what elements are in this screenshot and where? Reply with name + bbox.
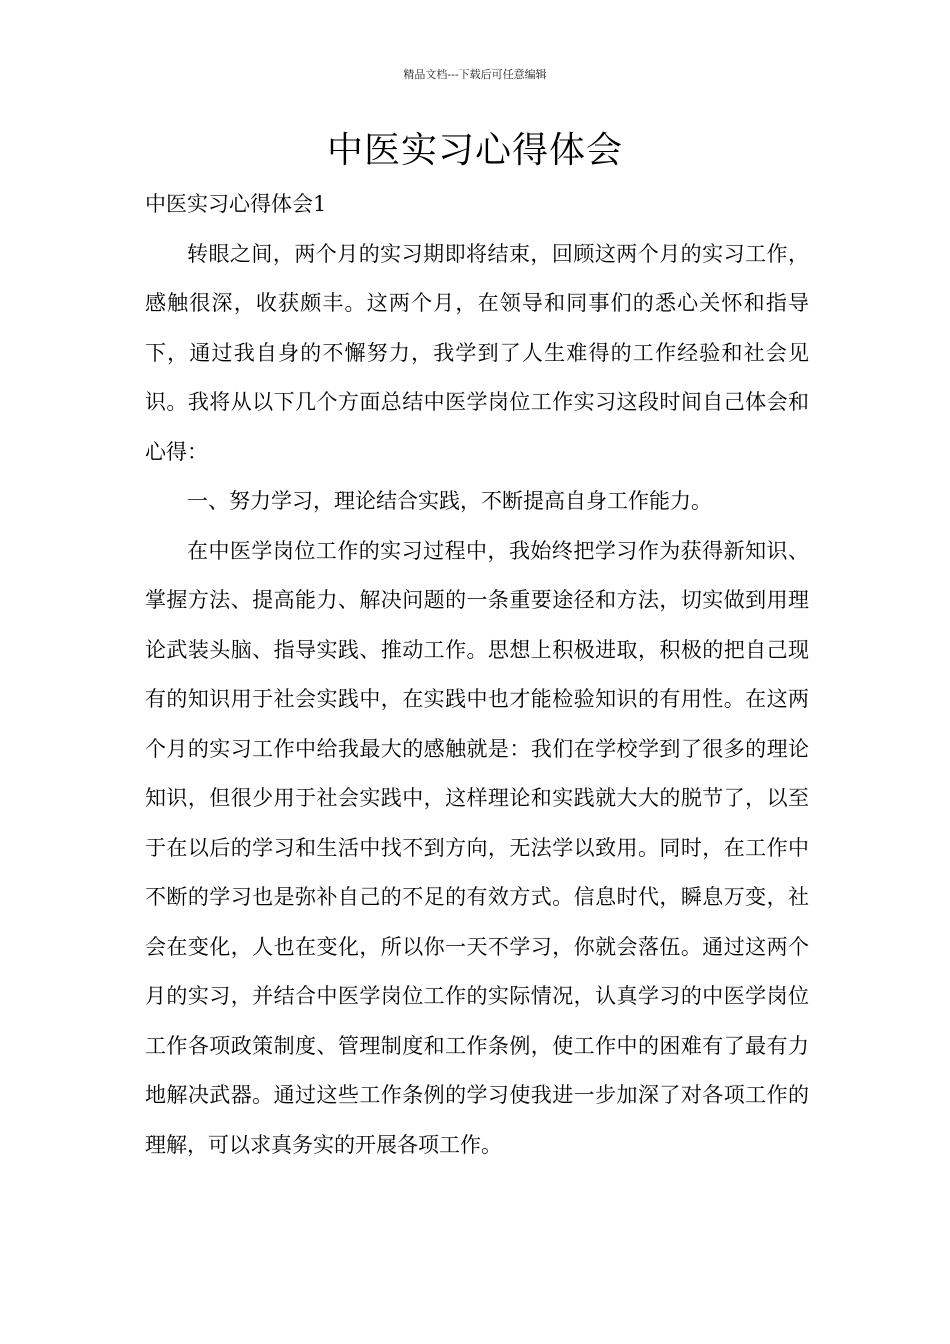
header-note: 精品文档---下载后可任意编辑 [403, 68, 547, 81]
paragraph-learning: 在中医学岗位工作的实习过程中，我始终把学习作为获得新知识、掌握方法、提高能力、解决问题的一条重要途径和方法，切实做到用理论武装头脑、指导实践、推动工作。思想上积极进取，积极的把自己现有的知识用于社会实践中，在实践中也才能检验知识的有用性。在这两个月的实习工作中给我最大的感触就是：我们在学校学到了很多的理论知识，但很少用于社会实践中，这样理论和实践就大大的脱节了，以至于在以后的学习和生活中找不到方向，无法学以致用。同时，在工作中不断的学习也是弥补自己的不足的有效方式。信息时代，瞬息万变，社会在变化，人也在变化，所以你一天不学习，你就会落伍。通过这两个月的实习，并结合中医学岗位工作的实际情况，认真学习的中医学岗位工作各项政策制度、管理制度和工作条例，使工作中的困难有了最有力地解决武器。通过这些工作条例的学习使我进一步加深了对各项工作的理解，可以求真务实的开展各项工作。 [145, 538, 809, 1157]
document-title: 中医实习心得体会 [326, 130, 623, 171]
paragraph-intro: 转眼之间，两个月的实习期即将结束，回顾这两个月的实习工作，感触很深，收获颇丰。这两个月，在领导和同事们的悉心关怀和指导下，通过我自身的不懈努力，我学到了人生难得的工作经验和社会见识。我将从以下几个方面总结中医学岗位工作实习这段时间自己体会和心得： [145, 241, 809, 464]
document-body [145, 180, 809, 1170]
paragraph-heading-1: 一、努力学习，理论结合实践，不断提高自身工作能力。 [187, 489, 712, 513]
section-subtitle: 中医实习心得体会1 [145, 192, 327, 216]
